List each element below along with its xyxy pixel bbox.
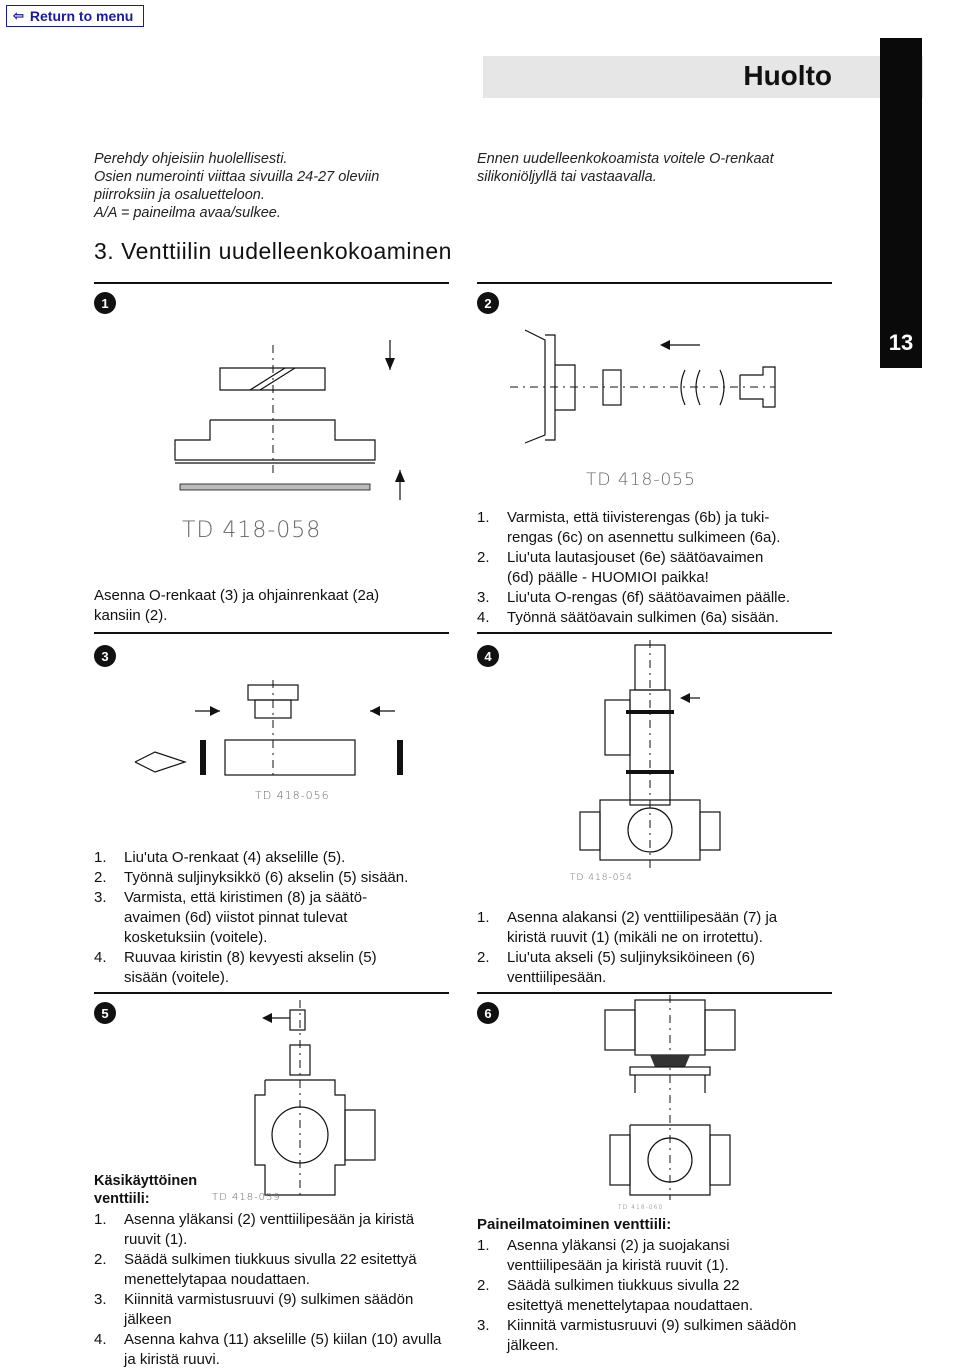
- step-2-list: [477, 508, 827, 628]
- list-item: 3. Kiinnitä varmistusruuvi (9) sulkimen säädön jälkeen: [94, 1291, 414, 1328]
- step-5-list: [94, 1210, 454, 1370]
- step-2-badge: 2: [477, 292, 499, 314]
- step-4-drawing-code: TD 418-054: [570, 873, 633, 883]
- step-1-text-line: kansiin (2).: [94, 607, 168, 624]
- return-to-menu-button[interactable]: [6, 5, 144, 27]
- step-4-rule: [477, 632, 832, 634]
- intro-right-line: Ennen uudelleenkokoamista voitele O-renkaat: [477, 151, 774, 167]
- list-item: 1. Varmista, että tiivisterengas (6b) ja tuki- rengas (6c) on asennettu sulkimeen (6a).: [477, 509, 781, 546]
- step-5-rule: [94, 992, 449, 994]
- step-2-drawing: [505, 325, 805, 445]
- step-5-drawing-code: TD 418-059: [212, 1192, 281, 1203]
- chapter-tab-number: 13: [888, 330, 914, 355]
- step-5-drawing: [230, 1000, 390, 1200]
- intro-left-line: piirroksiin ja osaluetteloon.: [94, 187, 265, 203]
- list-item: 2. Liu'uta akseli (5) suljinyksiköineen (6) venttiilipesään.: [477, 949, 755, 986]
- step-1-drawing-code: TD 418-058: [182, 518, 322, 543]
- step-6-drawing: [590, 995, 750, 1200]
- list-item: 1. Asenna alakansi (2) venttiilipesään (7) ja kiristä ruuvit (1) (mikäli ne on irrotettu).: [477, 909, 778, 946]
- intro-right-line: silikoniöljyllä tai vastaavalla.: [477, 169, 657, 185]
- list-item: 1. Liu'uta O-renkaat (4) akselille (5).: [94, 849, 346, 866]
- list-item: 1. Asenna yläkansi (2) venttiilipesään ja kiristä ruuvit (1).: [94, 1211, 415, 1248]
- step-6-list: [477, 1236, 832, 1356]
- step-4-badge: 4: [477, 645, 499, 667]
- step-1-rule: [94, 282, 449, 284]
- step-3-drawing-code: TD 418-056: [255, 789, 330, 802]
- step-5-heading: [94, 1172, 197, 1208]
- list-item: 3. Kiinnitä varmistusruuvi (9) sulkimen säädön jälkeen.: [477, 1317, 797, 1354]
- list-item: 3. Varmista, että kiristimen (8) ja säätö- avaimen (6d) viistot pinnat tulevat kosketuksiin (voitele).: [94, 889, 368, 946]
- chapter-tab: [880, 38, 922, 368]
- step-1-badge: 1: [94, 292, 116, 314]
- list-item: 4. Asenna kahva (11) akselille (5) kiilan (10) avulla ja kiristä ruuvi.: [94, 1331, 442, 1368]
- left-arrow-icon: ⇦: [13, 8, 24, 23]
- intro-left-line: A/A = paineilma avaa/sulkee.: [94, 205, 281, 221]
- step-1-text-line: Asenna O-renkaat (3) ja ohjainrenkaat (2a): [94, 587, 380, 604]
- list-item: 4. Ruuvaa kiristin (8) kevyesti akselin (5) sisään (voitele).: [94, 949, 377, 986]
- list-item: 4. Työnnä säätöavain sulkimen (6a) sisään.: [477, 609, 779, 626]
- step-3-rule: [94, 632, 449, 634]
- step-5-heading-line: Käsikäyttöinen: [94, 1173, 198, 1189]
- step-6-heading: Paineilmatoiminen venttiili:: [477, 1216, 672, 1233]
- step-6-drawing-code: TD 418-060: [618, 1204, 664, 1211]
- step-2-drawing-code: TD 418-055: [586, 470, 696, 490]
- list-item: 1. Asenna yläkansi (2) ja suojakansi venttiilipesään ja kiristä ruuvit (1).: [477, 1237, 730, 1274]
- step-2-rule: [477, 282, 832, 284]
- list-item: 3. Liu'uta O-rengas (6f) säätöavaimen päälle.: [477, 589, 791, 606]
- list-item: 2. Säädä sulkimen tiukkuus sivulla 22 esitettyä menettelytapaa noudattaen.: [477, 1277, 754, 1314]
- intro-left-line: Perehdy ohjeisiin huolellisesti.: [94, 151, 288, 167]
- step-3-drawing: [125, 680, 425, 790]
- step-1-drawing: [120, 330, 450, 500]
- step-5-heading-line: venttiili:: [94, 1191, 150, 1207]
- step-3-list: [94, 848, 449, 988]
- intro-right: [477, 150, 774, 186]
- section-title: 3. Venttiilin uudelleenkokoaminen: [94, 238, 452, 264]
- list-item: 2. Säädä sulkimen tiukkuus sivulla 22 esitettyä menettelytapaa noudattaen.: [94, 1251, 417, 1288]
- step-6-badge: 6: [477, 1002, 499, 1024]
- step-4-drawing: [560, 640, 760, 870]
- step-4-list: [477, 908, 832, 988]
- step-6-rule: [477, 992, 832, 994]
- page-title: Huolto: [743, 60, 832, 91]
- step-5-badge: 5: [94, 1002, 116, 1024]
- step-3-badge: 3: [94, 645, 116, 667]
- return-to-menu-label: Return to menu: [29, 8, 134, 24]
- list-item: 2. Liu'uta lautasjouset (6e) säätöavaimen (6d) päälle - HUOMIOI paikka!: [477, 549, 764, 586]
- intro-left: [94, 150, 379, 222]
- intro-left-line: Osien numerointi viittaa sivuilla 24-27 oleviin: [94, 169, 380, 185]
- list-item: 2. Työnnä suljinyksikkö (6) akselin (5) sisään.: [94, 869, 409, 886]
- step-1-text: [94, 586, 434, 626]
